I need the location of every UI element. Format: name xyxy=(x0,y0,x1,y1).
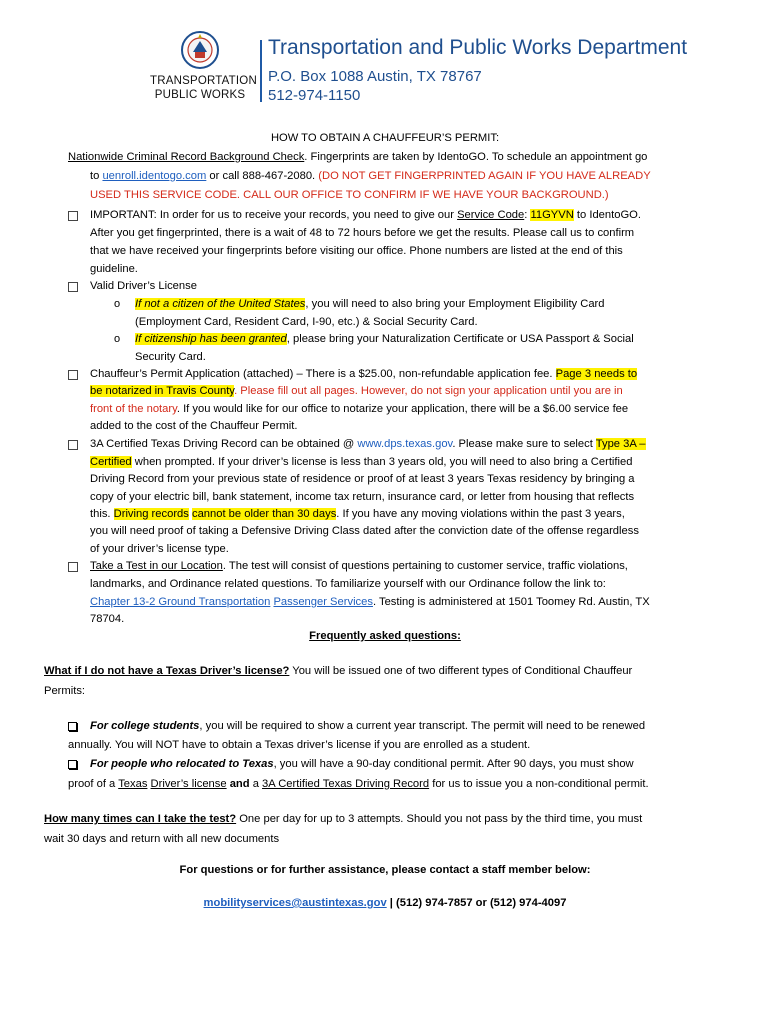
checkbox-icon xyxy=(68,722,77,731)
department-address: P.O. Box 1088 Austin, TX 78767 xyxy=(268,68,482,85)
checkbox-icon xyxy=(68,440,78,450)
relocated-line-1: For people who relocated to Texas, you will have a 90-day conditional permit. After 90 days, you must show xyxy=(90,758,634,770)
faq-q2-line-1: How many times can I take the test? One per day for up to 3 attempts. Should you not pass by the third time, you must xyxy=(44,813,643,825)
checkbox-icon xyxy=(68,760,77,769)
citizenship-line-1: If citizenship has been granted, please bring your Naturalization Certificate or USA Passport & Social xyxy=(135,333,634,345)
header-divider xyxy=(260,40,262,102)
bullet-circle-icon: o xyxy=(114,298,121,310)
department-phone: 512-974-1150 xyxy=(268,87,361,104)
faq-q1-line-2: Permits: xyxy=(44,685,86,697)
faq-q2-line-2: wait 30 days and return with all new documents xyxy=(44,833,280,845)
application-line-3: front of the notary. If you would like for our office to notarize your application, there will be a $6.00 service fee xyxy=(90,403,629,415)
service-code-line-2: After you get fingerprinted, there is a wait of 48 to 72 hours before we get the results. Please call us to confirm xyxy=(90,227,635,239)
logo-line-2: PUBLIC WORKS xyxy=(154,89,246,101)
driving-record-line-6: you will need proof of taking a Defensive Driving Class dated after the conviction date of the offense regardless xyxy=(90,525,639,537)
driving-record-line-5: this. Driving records cannot be older than 30 days. If you have any moving violations within the past 3 years, xyxy=(90,508,625,520)
passenger-services-link[interactable]: Passenger Services xyxy=(273,596,373,608)
identogo-link[interactable]: uenroll.identogo.com xyxy=(102,170,207,182)
service-code-line-4: guideline. xyxy=(90,263,138,275)
driving-record-line-7: of your driver’s license type. xyxy=(90,543,229,555)
contact-phones: | (512) 974-7857 or (512) 974-4097 xyxy=(386,897,567,909)
contact-line xyxy=(0,896,770,910)
service-code-line-1: IMPORTANT: In order for us to receive your records, you need to give our Service Code: 11GYVN to IdentoGO. xyxy=(90,209,641,221)
city-seal-icon xyxy=(180,30,220,70)
background-check-warning: USED THIS SERVICE CODE. CALL OUR OFFICE TO CONFIRM IF WE HAVE YOUR BACKGROUND.) xyxy=(90,189,609,201)
checkbox-icon xyxy=(68,211,78,221)
test-line-1: Take a Test in our Location. The test will consist of questions pertaining to customer service, traffic violations, xyxy=(90,560,628,572)
contact-heading: For questions or for further assistance, please contact a staff member below: xyxy=(179,864,591,876)
application-line-4: added to the cost of the Chauffeur Permit. xyxy=(90,420,298,432)
driving-record-line-1: 3A Certified Texas Driving Record can be obtained @ www.dps.texas.gov. Please make sure to select Type 3A – xyxy=(90,438,646,450)
tpw-logo xyxy=(150,30,257,108)
application-line-1: Chauffeur’s Permit Application (attached) – There is a $25.00, non-refundable application fee. Page 3 needs to xyxy=(90,368,638,380)
department-name: Transportation and Public Works Department xyxy=(268,36,688,59)
application-line-2: be notarized in Travis County. Please fill out all pages. However, do not sign your application until you are in xyxy=(90,385,623,397)
test-line-4: 78704. xyxy=(90,613,125,625)
driving-record-line-4: copy of your electric bill, bank statement, income tax return, insurance card, or letter from housing that reflects xyxy=(90,491,635,503)
ordinance-chapter-link[interactable]: Chapter 13-2 Ground Transportation xyxy=(90,596,271,608)
service-code-line-3: that we have received your fingerprints before visiting our office. Phone numbers are listed at the end of this xyxy=(90,245,623,257)
bullet-circle-icon: o xyxy=(114,333,121,345)
drivers-license-label: Valid Driver’s License xyxy=(90,280,197,292)
dps-link[interactable]: www.dps.texas.gov xyxy=(357,438,453,450)
background-check-line-1: Nationwide Criminal Record Background Check. Fingerprints are taken by IdentoGO. To schedule an appointment go xyxy=(68,151,648,163)
faq-heading: Frequently asked questions: xyxy=(309,630,461,642)
citizenship-line-2: Security Card. xyxy=(135,351,206,363)
college-students-line-2: annually. You will NOT have to obtain a Texas driver’s license if you are enrolled as a student. xyxy=(68,739,531,751)
checkbox-icon xyxy=(68,562,78,572)
driving-record-line-2: Certified when prompted. If your driver’s license is less than 3 years old, you will need to also bring a Certified xyxy=(90,456,633,468)
checkbox-icon xyxy=(68,370,78,380)
non-citizen-line-2: (Employment Card, Resident Card, I-90, etc.) & Social Security Card. xyxy=(135,316,478,328)
driving-record-line-3: Driving Record from your previous state of residence or proof of at least 3 years Texas residency by bringing a xyxy=(90,473,635,485)
faq-q1-line-1: What if I do not have a Texas Driver’s license? You will be issued one of two different types of Conditional Chauffeur xyxy=(44,665,633,677)
college-students-line-1: For college students, you will be required to show a current year transcript. The permit will need to be renewed xyxy=(90,720,646,732)
background-check-line-2: to uenroll.identogo.com or call 888-467-2080. (DO NOT GET FINGERPRINTED AGAIN IF YOU HAVE ALREADY xyxy=(90,170,651,182)
department-address-block xyxy=(268,67,482,105)
checkbox-icon xyxy=(68,282,78,292)
background-check-heading: Nationwide Criminal Record Background Check xyxy=(68,151,305,163)
document-title: HOW TO OBTAIN A CHAUFFEUR’S PERMIT: xyxy=(270,132,500,144)
test-line-3: Chapter 13-2 Ground Transportation Passenger Services. Testing is administered at 1501 Toomey Rd. Austin, TX xyxy=(90,596,650,608)
relocated-line-2: proof of a Texas Driver’s license and a 3A Certified Texas Driving Record for us to issue you a non-conditional permit. xyxy=(68,778,649,790)
test-line-2: landmarks, and Ordinance related questions. To familiarize yourself with our Ordinance follow the link to: xyxy=(90,578,606,590)
service-code: 11GYVN xyxy=(530,209,574,221)
non-citizen-line-1: If not a citizen of the United States, you will need to also bring your Employment Eligibility Card xyxy=(135,298,605,310)
contact-email-link[interactable]: mobilityservices@austintexas.gov xyxy=(203,897,387,909)
logo-line-1: TRANSPORTATION xyxy=(150,75,257,87)
